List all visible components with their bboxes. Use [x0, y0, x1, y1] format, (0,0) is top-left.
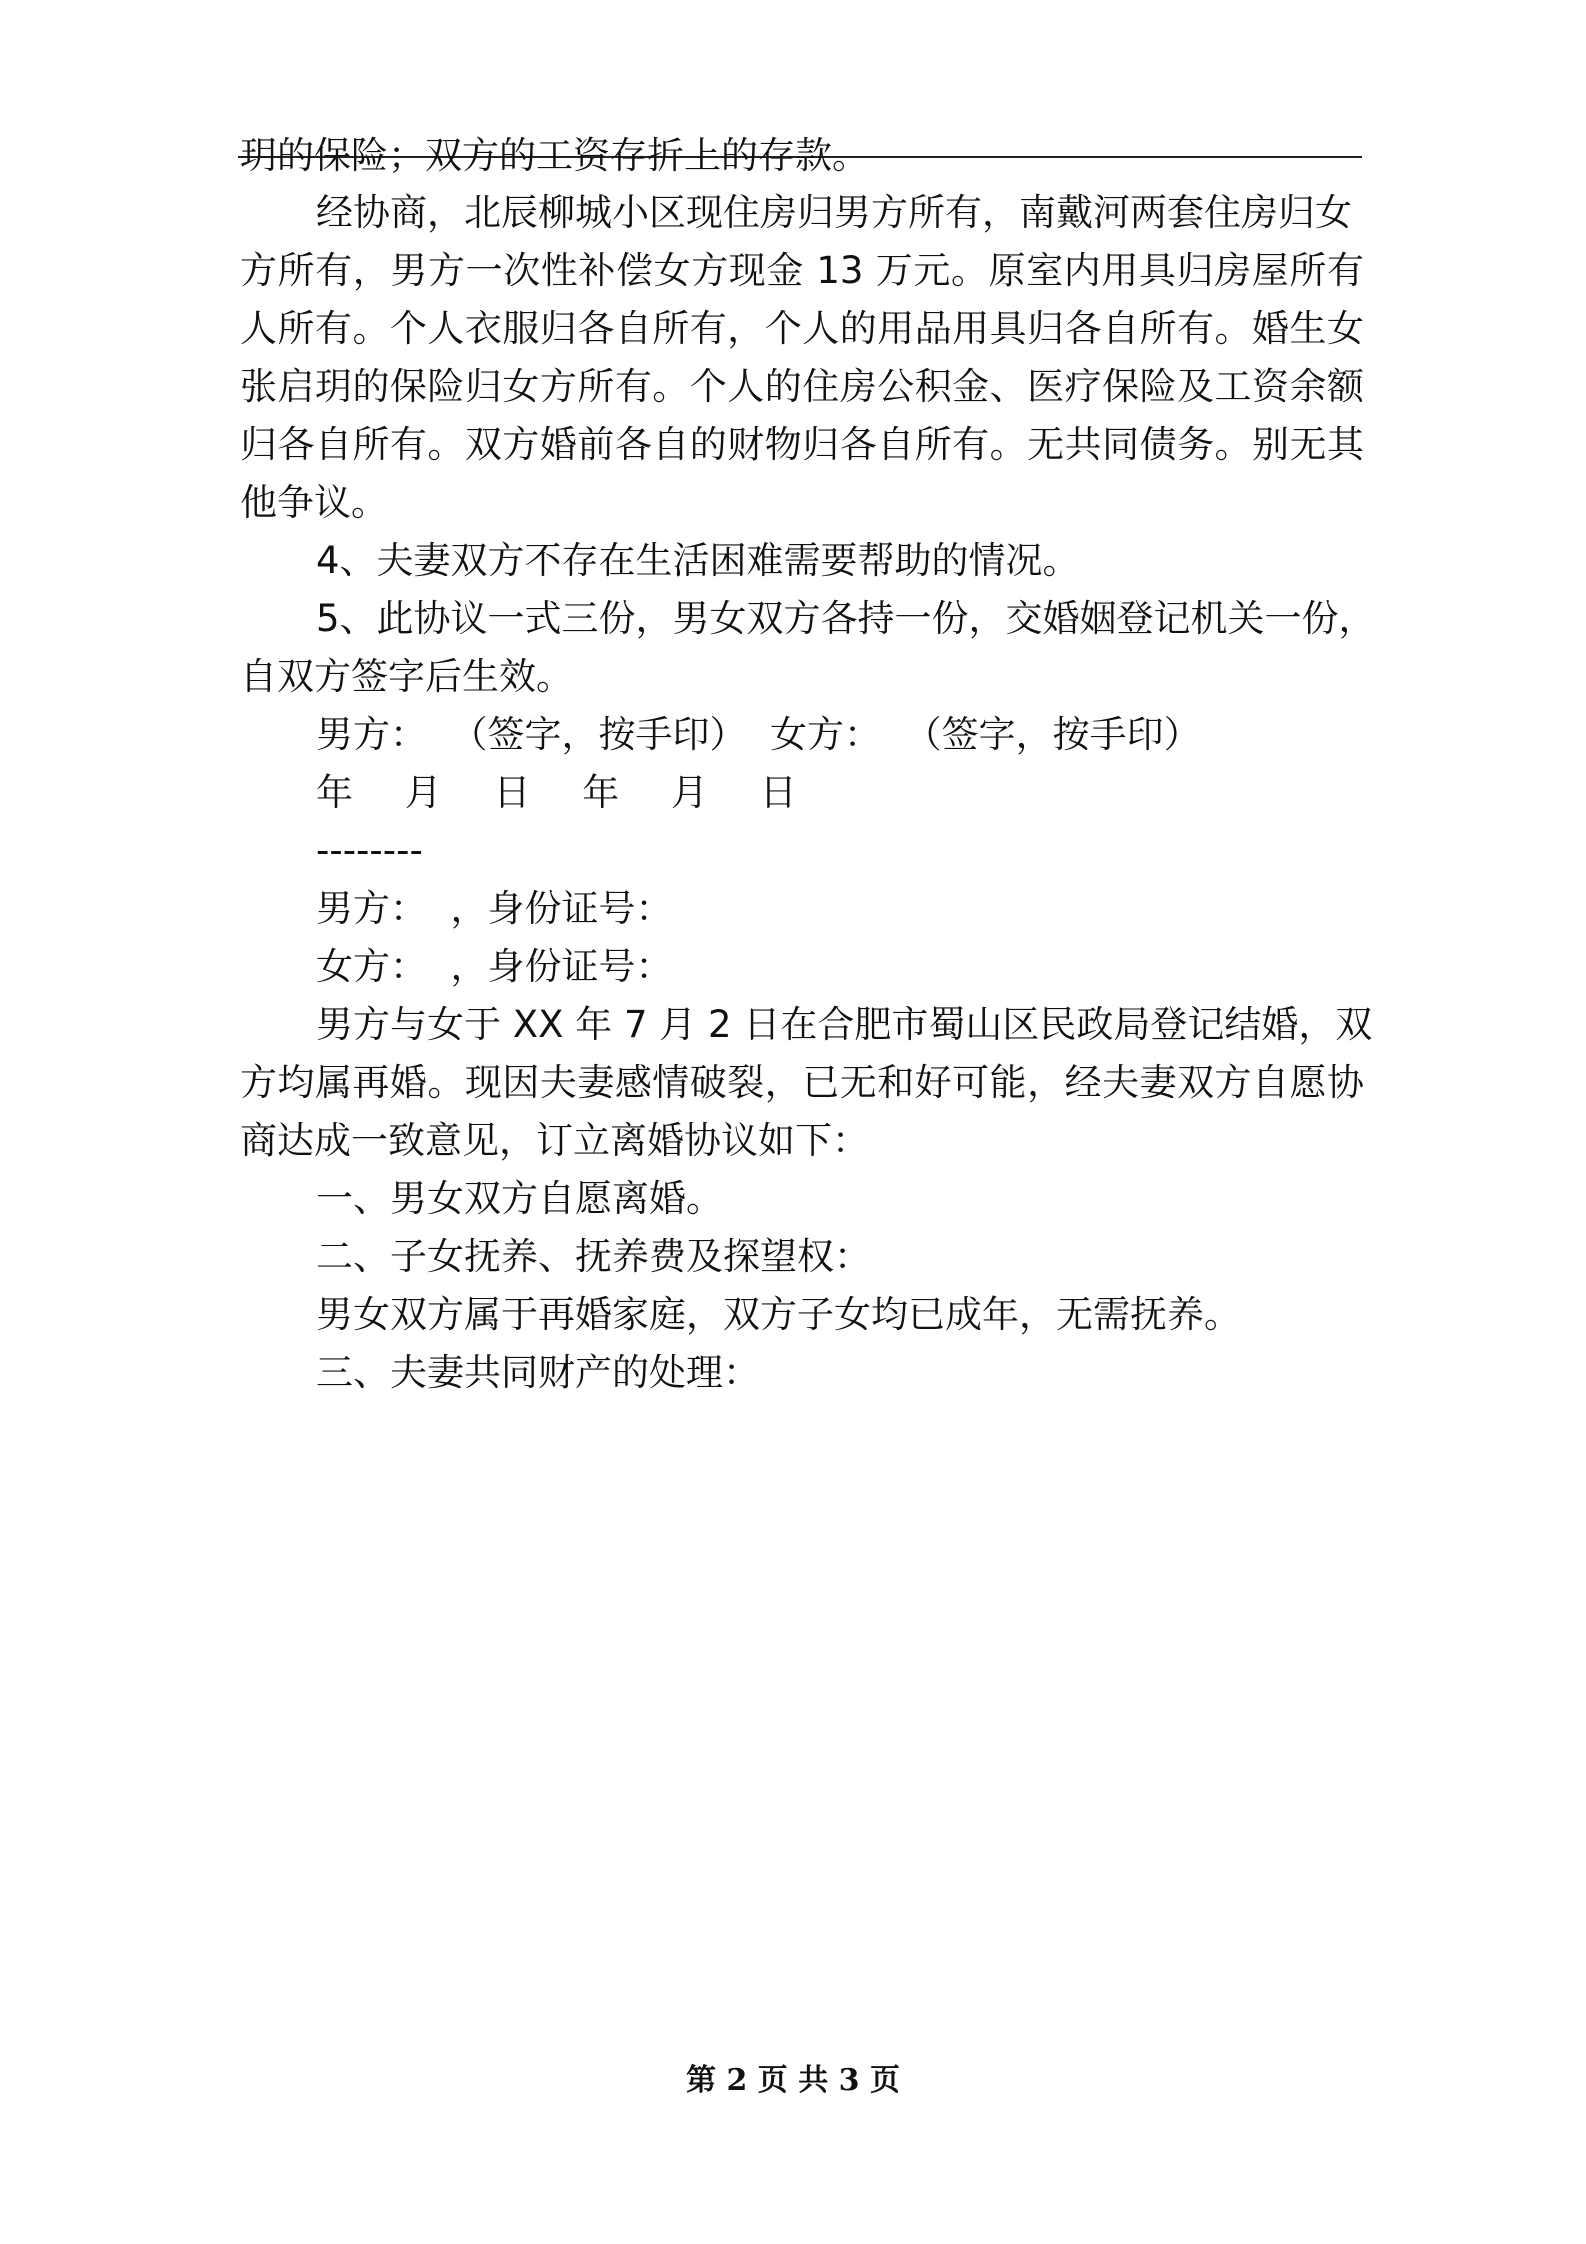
page-number-footer: 第 2 页 共 3 页: [686, 2063, 900, 2098]
section-heading: 一、男女双方自愿离婚。: [316, 1177, 723, 1220]
paragraph-line: 男女双方属于再婚家庭，双方子女均已成年，无需抚养。: [316, 1293, 1241, 1336]
paragraph-line: 男方与女于 XX 年 7 月 2 日在合肥市蜀山区民政局登记结婚，双: [316, 1003, 1373, 1046]
signature-line: 男方： （签字，按手印） 女方： （签字，按手印）: [316, 713, 1201, 756]
male-id-line: 男方： ，身份证号：: [316, 887, 673, 930]
date-line: 年 月 日 年 月 日: [316, 771, 817, 814]
paragraph-line: 商达成一致意见，订立离婚协议如下：: [240, 1119, 869, 1162]
paragraph-line: 他争议。: [240, 481, 388, 524]
section-heading: 二、子女抚养、抚养费及探望权：: [316, 1235, 871, 1278]
paragraph-line: 张启玥的保险归女方所有。个人的住房公积金、医疗保险及工资余额: [240, 365, 1364, 408]
section-heading: 三、夫妻共同财产的处理：: [316, 1351, 760, 1394]
paragraph-line: 自双方签字后生效。: [240, 655, 573, 698]
paragraph-line: 方所有，男方一次性补偿女方现金 13 万元。原室内用具归房屋所有: [240, 249, 1364, 292]
paragraph-line: 5、此协议一式三份，男女双方各持一份，交婚姻登记机关一份，: [316, 597, 1376, 640]
paragraph-line: 玥的保险；双方的工资存折上的存款。: [240, 134, 869, 177]
paragraph-line: 归各自所有。双方婚前各自的财物归各自所有。无共同债务。别无其: [240, 423, 1364, 466]
paragraph-line: 经协商，北辰柳城小区现住房归男方所有，南戴河两套住房归女: [316, 191, 1352, 234]
paragraph-line: 人所有。个人衣服归各自所有，个人的用品用具归各自所有。婚生女: [240, 307, 1364, 350]
paragraph-line: 方均属再婚。现因夫妻感情破裂，已无和好可能，经夫妻双方自愿协: [240, 1061, 1364, 1104]
paragraph-line: 4、夫妻双方不存在生活困难需要帮助的情况。: [316, 539, 1080, 582]
separator-dashes: --------: [316, 829, 423, 872]
female-id-line: 女方： ，身份证号：: [316, 945, 673, 988]
